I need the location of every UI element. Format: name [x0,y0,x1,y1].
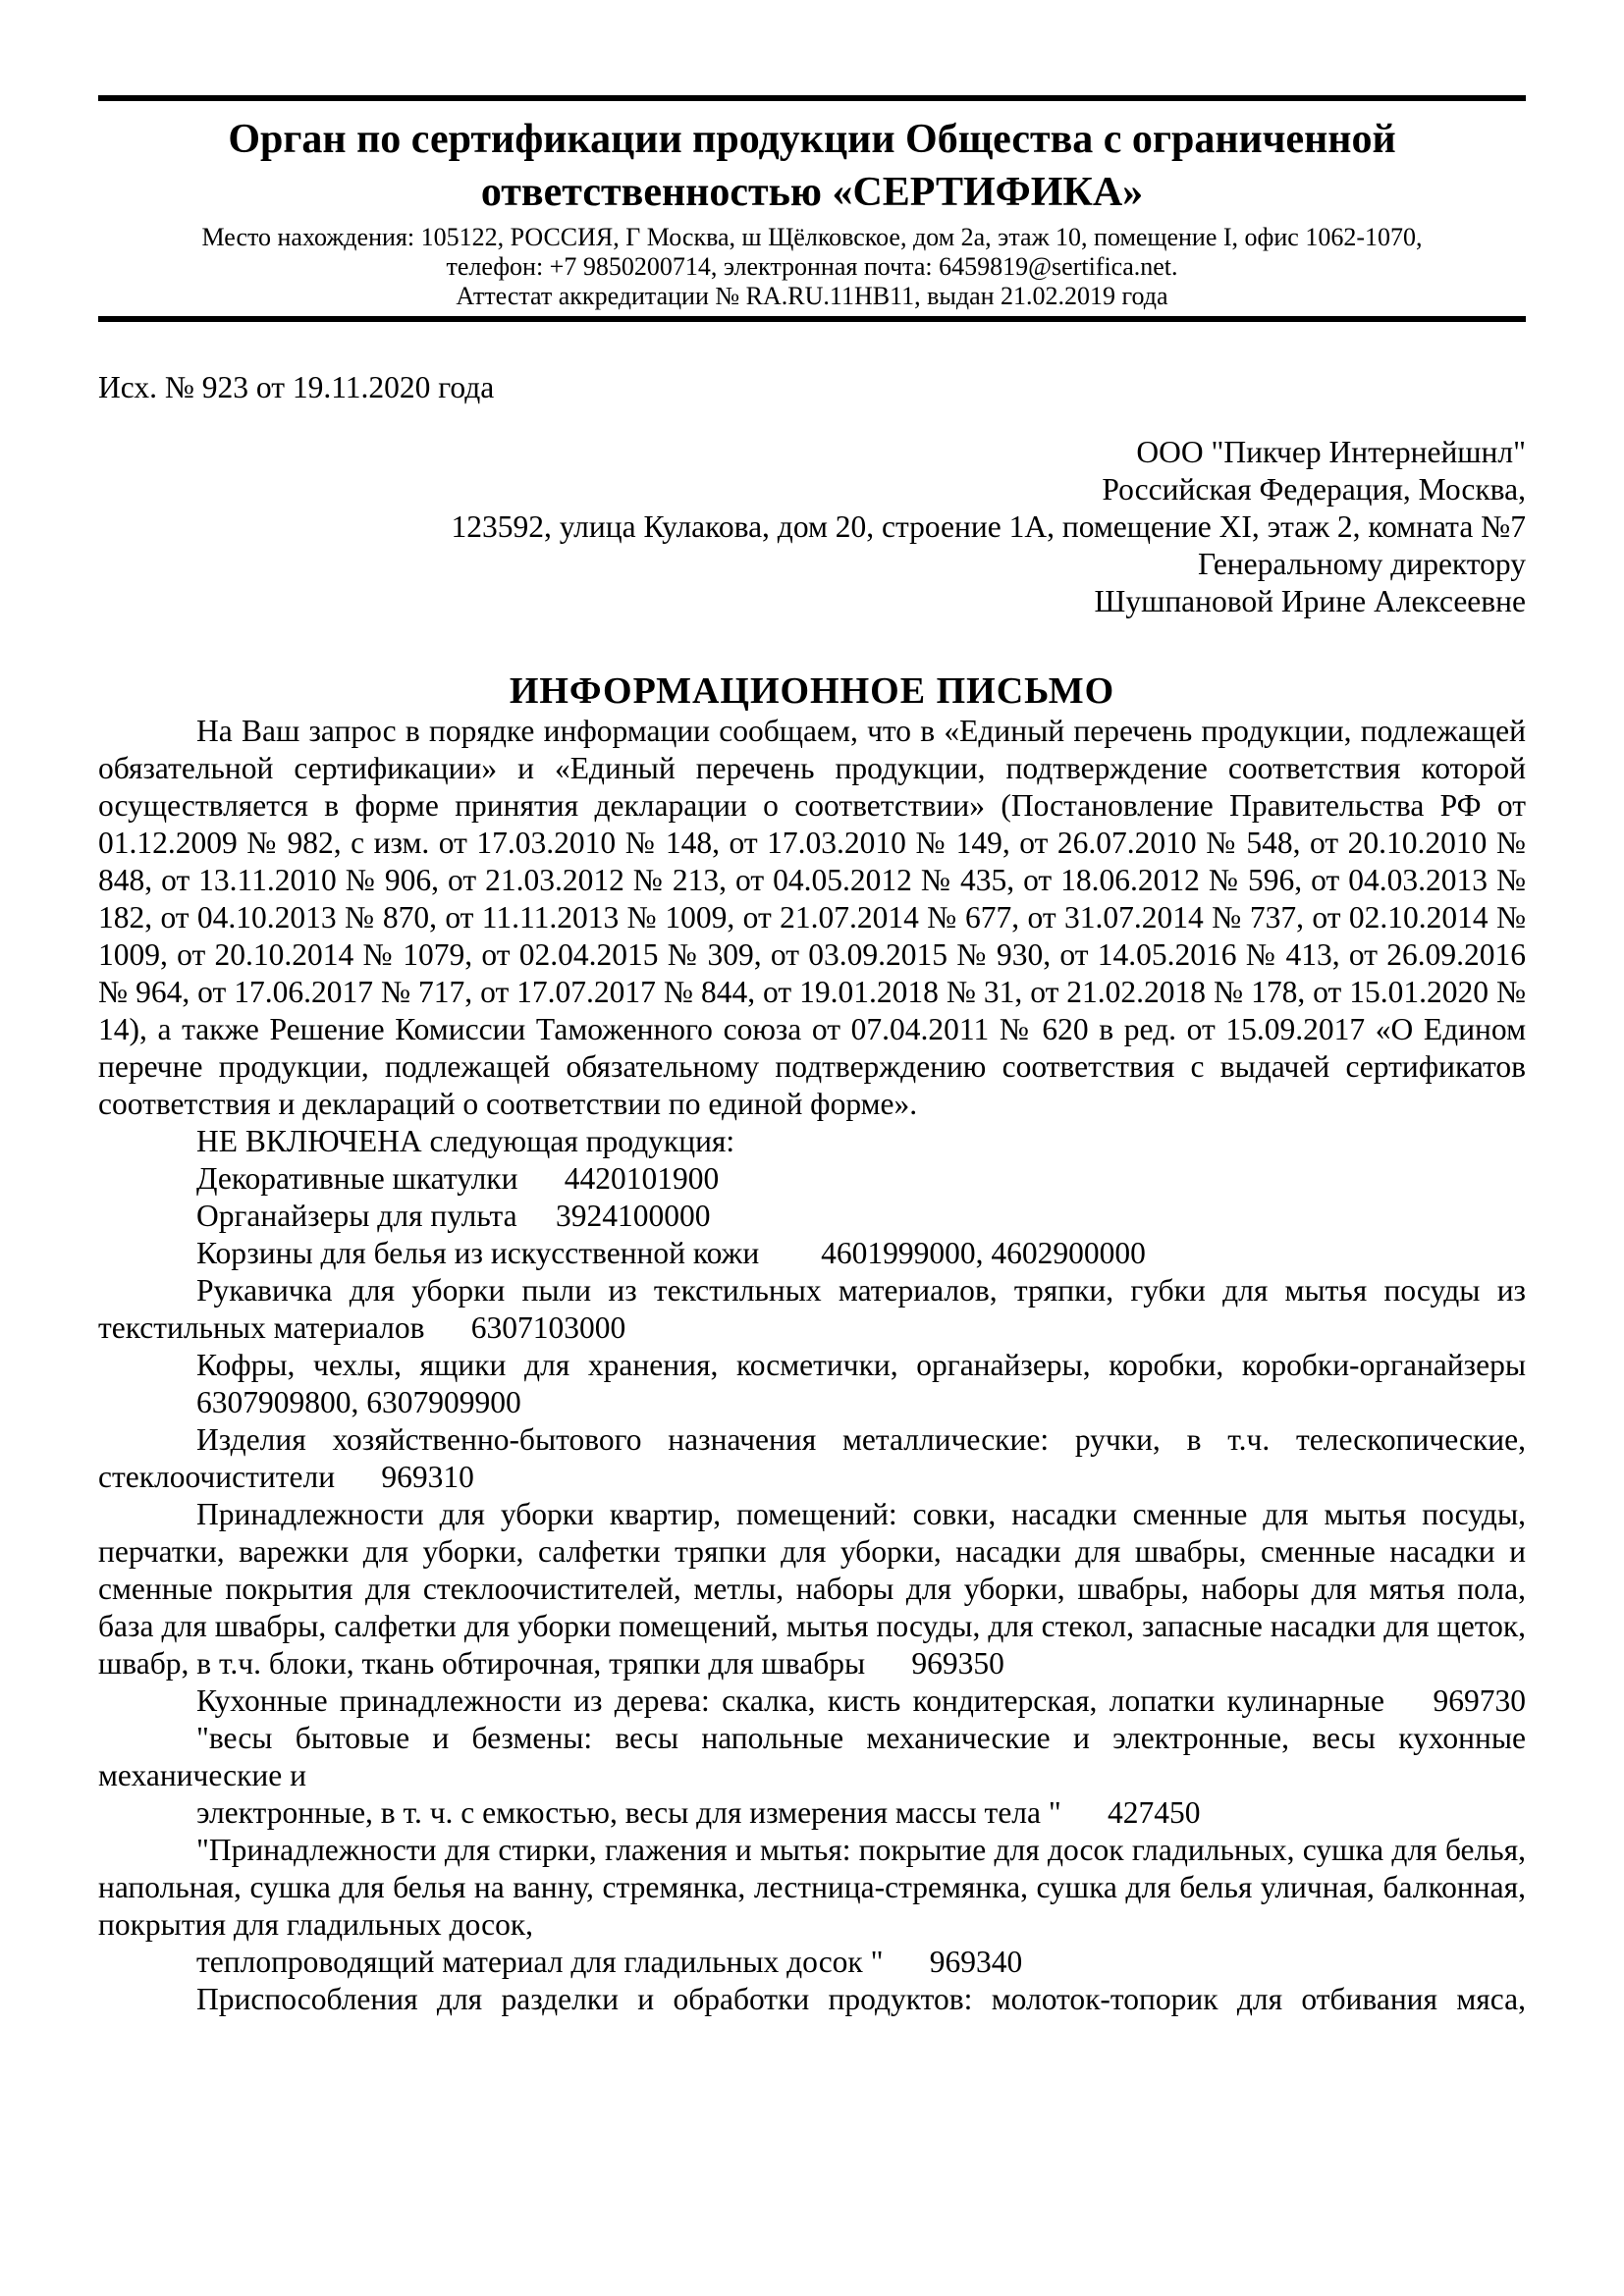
excluded-item-ironing-material: теплопроводящий материал для гладильных досок " 969340 [196,1945,1023,1979]
excluded-item-cases-boxes: Кофры, чехлы, ящики для хранения, косметички, органайзеры, коробки, коробки-органайзеры [196,1348,1526,1382]
recipient-country-city: Российская Федерация, Москва, [1102,472,1526,507]
recipient-company: ООО "Пикчер Интернейшнл" [1136,435,1526,469]
body-paragraph: На Ваш запрос в порядке информации сообщаем, что в «Единый перечень продукции, подлежащей обязательной сертификации» и «Единый перечень продукции, подтверждение соответствия которой осуществляется в форме принятия декларации о соответствии» (Постановление Правительства РФ от 01.12.2009 № 982, с изм. от 17.03.2010 № 148, от 17.03.2010 № 149, от 26.07.2010 № 548, от 20.10.2010 № 848, от 13.11.2010 № 906, от 21.03.2012 № 213, от 04.05.2012 № 435, от 18.06.2012 № 596, от 04.03.2013 № 182, от 04.10.2013 № 870, от 11.11.2013 № 1009, от 21.07.2014 № 677, от 31.07.2014 № 737, от 02.10.2014 № 1009, от 20.10.2014 № 1079, от 02.04.2015 № 309, от 03.09.2015 № 930, от 14.05.2016 № 413, от 26.09.2016 № 964, от 17.06.2017 № 717, от 17.07.2017 № 844, от 19.01.2018 № 31, от 21.02.2018 № 178, от 15.01.2020 № 14), а также Решение Комиссии Таможенного союза от 07.04.2011 № 620 в ред. от 15.09.2017 «О Едином перечне продукции, подлежащей обязательному подтверждению соответствия с выдачей сертификатов соответствия и деклараций о соответствии по единой форме». [98,714,1534,1121]
outgoing-reference: Исх. № 923 от 19.11.2020 года [98,370,495,404]
excluded-item-cases-boxes-codes: 6307909800, 6307909900 [196,1385,521,1419]
recipient-position: Генеральному директору [1198,547,1526,581]
excluded-item-laundry-baskets: Корзины для белья из искусственной кожи 4601999000, 4602900000 [196,1236,1146,1270]
excluded-item-cleaning-accessories: Принадлежности для уборки квартир, помещений: совки, насадки сменные для мытья посуды, перчатки, варежки для уборки, салфетки тряпки для уборки, насадки для швабры, сменные насадки и сменные покрытия для стеклоочистителей, метлы, наборы для уборки, швабры, наборы для мятья пола, база для швабры, салфетки для уборки помещений, мытья посуды, для стекол, запасные насадки для щеток, швабр, в т.ч. блоки, ткань обтирочная, тряпки для швабры 969350 [98,1497,1534,1681]
recipient-person: Шушпановой Ирине Алексеевне [1094,584,1526,618]
excluded-item-laundry-ironing: "Принадлежности для стирки, глажения и мытья: покрытие для досок гладильных, сушка для белья, напольная, сушка для белья на ванну, стремянка, лестница-стремянка, сушка для белья уличная, балконная, покрытия для гладильных досок, [98,1833,1534,1942]
excluded-intro: НЕ ВКЛЮЧЕНА следующая продукция: [196,1124,735,1158]
org-address-line-accreditation: Аттестат аккредитации № RA.RU.11НВ11, выдан 21.02.2019 года [456,282,1168,310]
org-address [98,223,1526,311]
excluded-item-decorative-boxes: Декоративные шкатулки 4420101900 [196,1161,720,1196]
excluded-item-metal-household: Изделия хозяйственно-бытового назначения металлические: ручки, в т.ч. телескопические, стеклоочистители 969310 [98,1422,1534,1494]
letter-title: ИНФОРМАЦИОННОЕ ПИСЬМО [509,670,1115,712]
org-title: Орган по сертификации продукции Общества с ограниченной ответственностью «СЕРТИФИКА» [228,117,1396,215]
recipient-address: 123592, улица Кулакова, дом 20, строение 1А, помещение XI, этаж 2, комната №7 [451,509,1526,544]
excluded-item-scales: "весы бытовые и безмены: весы напольные механические и электронные, весы кухонные механические и [98,1721,1534,1792]
org-address-line-contacts: телефон: +7 9850200714, электронная почта: 6459819@sertifica.net. [446,252,1178,281]
header-top-rule [98,95,1526,101]
excluded-item-dust-mitten: Рукавичка для уборки пыли из текстильных материалов, тряпки, губки для мытья посуды из текстильных материалов 6307103000 [98,1273,1534,1345]
excluded-item-scales-codes: электронные, в т. ч. с емкостью, весы для измерения массы тела " 427450 [196,1795,1201,1830]
excluded-item-wooden-kitchen: Кухонные принадлежности из дерева: скалка, кисть кондитерская, лопатки кулинарные 969730 [196,1683,1526,1718]
recipient-block [98,434,1526,620]
header-bottom-rule [98,316,1526,322]
excluded-item-remote-organizers: Органайзеры для пульта 3924100000 [196,1199,711,1233]
org-address-line-location: Место нахождения: 105122, РОССИЯ, Г Москва, ш Щёлковское, дом 2а, этаж 10, помещение I, офис 1062-1070, [201,223,1423,251]
excluded-item-food-processing: Приспособления для разделки и обработки продуктов: молоток-топорик для отбивания мяса, [196,1982,1526,2016]
